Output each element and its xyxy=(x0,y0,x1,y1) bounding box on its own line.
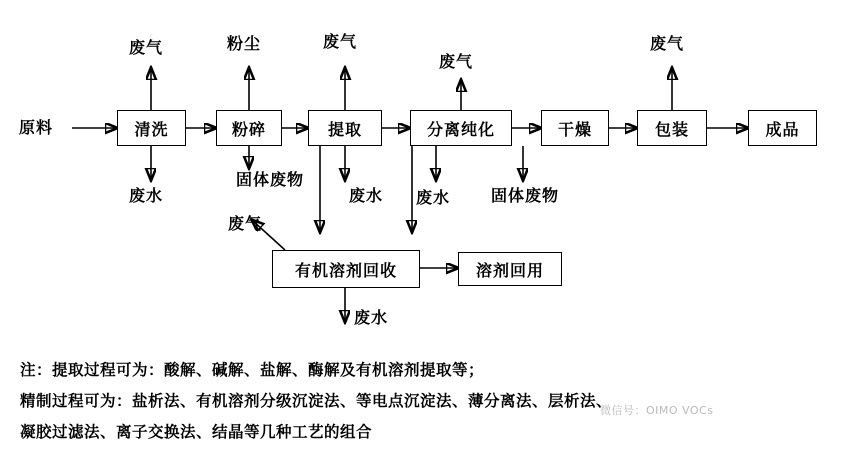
node-finished-product-label: 成品 xyxy=(765,119,800,139)
label-raw-material-text: 原料 xyxy=(19,118,54,137)
label-waste-gas-extract-text: 废气 xyxy=(323,32,358,51)
label-dust-crush-text: 粉尘 xyxy=(227,34,262,53)
node-crush-label: 粉碎 xyxy=(231,119,266,139)
node-finished-product xyxy=(748,110,817,146)
node-solvent-reuse-label: 溶剂回用 xyxy=(475,260,544,280)
watermark xyxy=(600,402,713,418)
node-packaging-label: 包装 xyxy=(654,119,689,139)
node-separation-purification-label: 分离纯化 xyxy=(426,119,495,139)
note-line-3 xyxy=(20,420,372,444)
note-line-1-text: 注：提取过程可为：酸解、碱解、盐解、酶解及有机溶剂提取等； xyxy=(20,361,485,379)
label-solid-waste-crush xyxy=(236,172,304,188)
label-waste-water-separation xyxy=(416,190,450,206)
label-waste-gas-separation-text: 废气 xyxy=(439,52,474,71)
node-wash xyxy=(117,110,186,146)
label-waste-water-wash xyxy=(129,188,163,204)
label-waste-water-extract-text: 废水 xyxy=(349,186,384,205)
label-waste-gas-extract xyxy=(323,34,357,50)
label-waste-gas-solvent-recovery xyxy=(228,216,262,232)
node-organic-solvent-recovery xyxy=(272,250,420,288)
node-separation-purification xyxy=(410,110,512,146)
node-drying-label: 干燥 xyxy=(557,119,592,139)
node-drying xyxy=(541,110,609,146)
node-wash-label: 清洗 xyxy=(134,119,169,139)
node-organic-solvent-recovery-label: 有机溶剂回收 xyxy=(294,260,397,280)
note-line-2 xyxy=(20,389,612,413)
label-waste-water-wash-text: 废水 xyxy=(129,186,164,205)
node-solvent-reuse xyxy=(458,252,562,286)
watermark-text: 微信号：OIMO VOCs xyxy=(600,404,714,417)
label-waste-water-separation-text: 废水 xyxy=(416,188,451,207)
node-extract-label: 提取 xyxy=(327,119,362,139)
label-waste-gas-packaging-text: 废气 xyxy=(650,34,685,53)
label-raw-material xyxy=(19,120,53,136)
note-line-3-text: 凝胶过滤法、离子交换法、结晶等几种工艺的组合 xyxy=(20,423,373,441)
label-waste-gas-wash xyxy=(129,40,163,56)
node-crush xyxy=(216,110,282,146)
label-waste-gas-packaging xyxy=(650,36,684,52)
label-waste-water-extract xyxy=(349,188,383,204)
label-waste-water-solvent-recovery-text: 废水 xyxy=(354,308,389,327)
note-line-1 xyxy=(20,358,484,382)
label-solid-waste-crush-text: 固体废物 xyxy=(236,170,305,189)
label-solid-waste-separation-text: 固体废物 xyxy=(491,186,560,205)
label-waste-gas-separation xyxy=(439,54,473,70)
label-solid-waste-separation xyxy=(491,188,559,204)
node-extract xyxy=(308,110,382,146)
label-waste-water-solvent-recovery xyxy=(354,310,388,326)
node-packaging xyxy=(637,110,707,146)
note-line-2-text: 精制过程可为：盐析法、有机溶剂分级沉淀法、等电点沉淀法、薄分离法、层析法、 xyxy=(20,392,613,410)
label-waste-gas-wash-text: 废气 xyxy=(129,38,164,57)
label-dust-crush xyxy=(227,36,261,52)
label-waste-gas-solvent-recovery-text: 废气 xyxy=(228,214,263,233)
